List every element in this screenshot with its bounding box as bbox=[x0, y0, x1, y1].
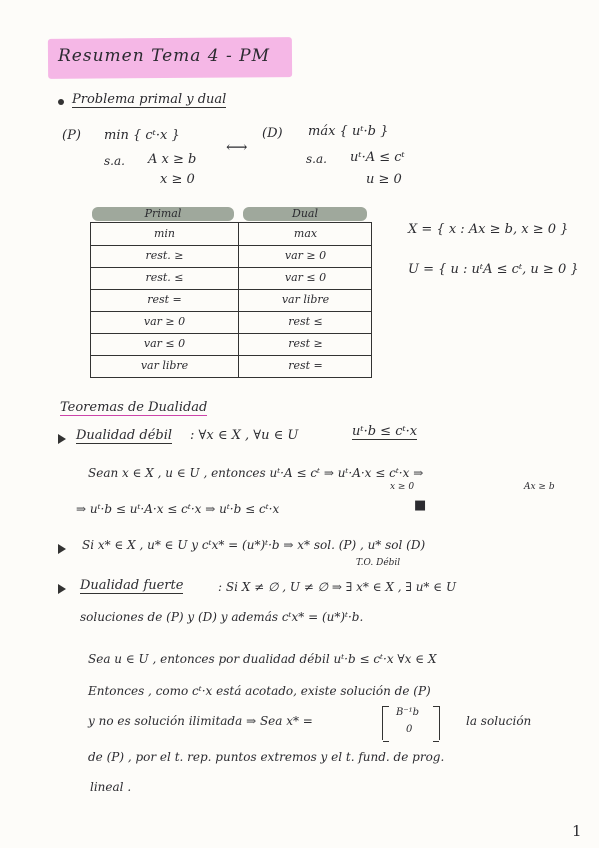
strong-proof-line-3b: la solución bbox=[466, 714, 532, 728]
page-title: Resumen Tema 4 - PM bbox=[58, 46, 271, 66]
weak-proof-sub-1: x ≥ 0 bbox=[390, 482, 415, 492]
weak-proof-line-2: ⇒ uᵗ·b ≤ uᵗ·A·x ≤ cᵗ·x ⇒ uᵗ·b ≤ cᵗ·x bbox=[76, 502, 280, 516]
table-cell: var ≤ 0 bbox=[284, 271, 327, 284]
primal-st: s.a. bbox=[104, 154, 125, 168]
strong-proof-line-5: lineal . bbox=[90, 780, 132, 794]
weak-duality-result: uᵗ·b ≤ cᵗ·x bbox=[352, 424, 418, 439]
dual-label: (D) bbox=[262, 126, 283, 141]
table-cell: rest = bbox=[147, 293, 182, 306]
strong-proof-line-3: y no es solución ilimitada ⇒ Sea x* = bbox=[88, 714, 313, 728]
bullet-dot-icon bbox=[58, 99, 64, 105]
table-cell: var libre bbox=[140, 359, 189, 372]
primal-dual-table bbox=[90, 222, 372, 378]
primal-constraint-1: A x ≥ b bbox=[148, 152, 197, 167]
table-cell: var libre bbox=[281, 293, 330, 306]
corollary-sub: T.O. Débil bbox=[356, 558, 401, 568]
dual-constraint-1: uᵗ·A ≤ cᵗ bbox=[350, 150, 405, 165]
dual-constraint-2: u ≥ 0 bbox=[366, 172, 402, 187]
page-number: 1 bbox=[572, 822, 582, 840]
triangle-bullet-icon bbox=[58, 434, 66, 444]
weak-duality-condition: : ∀x ∈ X , ∀u ∈ U bbox=[190, 428, 299, 443]
table-cell: rest. ≤ bbox=[145, 271, 184, 284]
table-cell: rest ≤ bbox=[288, 315, 323, 328]
strong-duality-line-1: : Si X ≠ ∅ , U ≠ ∅ ⇒ ∃ x* ∈ X , ∃ u* ∈ U bbox=[218, 580, 457, 594]
table-cell: rest ≥ bbox=[288, 337, 323, 350]
weak-proof-sub-2: Ax ≥ b bbox=[524, 482, 555, 492]
equivalence-arrow-icon: ⟷ bbox=[226, 138, 248, 156]
table-cell: rest = bbox=[288, 359, 323, 372]
primal-objective: min { cᵗ·x } bbox=[104, 128, 180, 143]
weak-duality-label: Dualidad débil bbox=[76, 428, 173, 443]
table-header-dual: Dual bbox=[243, 207, 367, 221]
primal-constraint-2: x ≥ 0 bbox=[160, 172, 195, 187]
strong-duality-label: Dualidad fuerte bbox=[80, 578, 184, 593]
table-cell: var ≥ 0 bbox=[143, 315, 186, 328]
primal-label: (P) bbox=[62, 128, 81, 143]
table-header-primal: Primal bbox=[92, 207, 234, 221]
solution-matrix-bottom: 0 bbox=[406, 724, 413, 735]
table-cell: var ≤ 0 bbox=[143, 337, 186, 350]
section-heading-primal-dual: Problema primal y dual bbox=[72, 92, 227, 107]
strong-proof-line-2: Entonces , como cᵗ·x está acotado, existe solución de (P) bbox=[88, 684, 431, 698]
table-cell: rest. ≥ bbox=[145, 249, 184, 262]
weak-proof-line-1: Sean x ∈ X , u ∈ U , entonces uᵗ·A ≤ cᵗ ⇒ uᵗ·A·x ≤ cᵗ·x ⇒ bbox=[88, 466, 424, 480]
strong-proof-line-1: Sea u ∈ U , entonces por dualidad débil uᵗ·b ≤ cᵗ·x ∀x ∈ X bbox=[88, 652, 437, 666]
section-heading-duality-theorems: Teoremas de Dualidad bbox=[60, 400, 208, 415]
dual-objective: máx { uᵗ·b } bbox=[308, 124, 389, 139]
strong-proof-line-4: de (P) , por el t. rep. puntos extremos y el t. fund. de prog. bbox=[88, 750, 445, 764]
set-U-definition: U = { u : uᵗA ≤ cᵗ, u ≥ 0 } bbox=[408, 262, 579, 277]
table-cell: min bbox=[153, 227, 176, 240]
triangle-bullet-icon bbox=[58, 544, 66, 554]
dual-st: s.a. bbox=[306, 152, 327, 166]
table-cell: max bbox=[293, 227, 318, 240]
corollary-line: Si x* ∈ X , u* ∈ U y cᵗx* = (u*)ᵗ·b ⇒ x* sol. (P) , u* sol (D) bbox=[82, 538, 426, 552]
strong-duality-line-2: soluciones de (P) y (D) y además cᵗx* = (u*)ᵗ·b. bbox=[80, 610, 364, 624]
table-cell: var ≥ 0 bbox=[284, 249, 327, 262]
solution-matrix-top: B⁻¹b bbox=[396, 707, 420, 718]
set-X-definition: X = { x : Ax ≥ b, x ≥ 0 } bbox=[408, 222, 569, 237]
triangle-bullet-icon bbox=[58, 584, 66, 594]
qed-icon: ■ bbox=[414, 498, 427, 513]
